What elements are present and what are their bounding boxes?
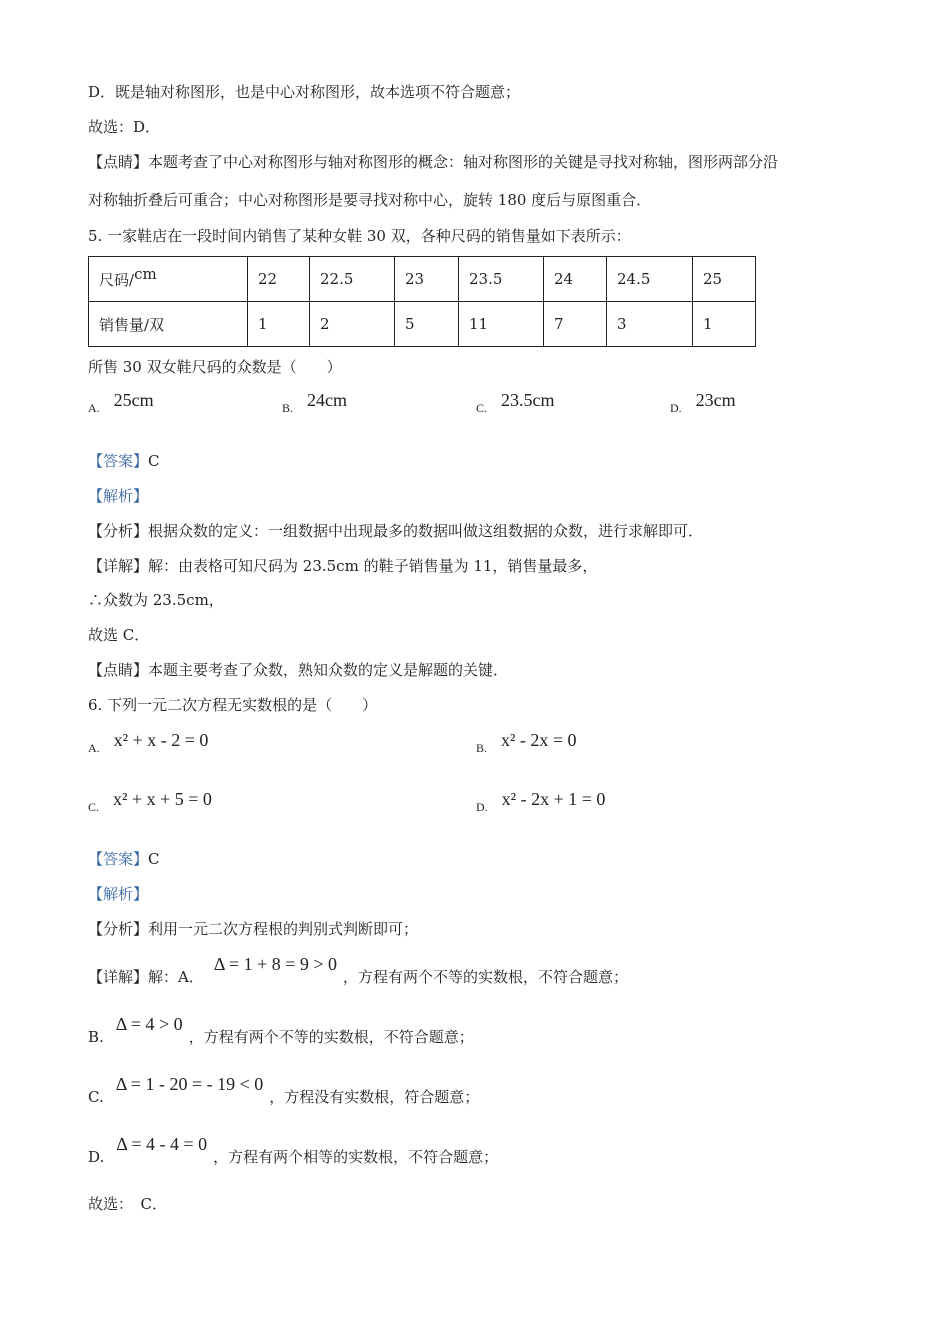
table-cell: 23.5 <box>459 257 544 302</box>
q6-option-b: $_{B.}$ x² - 2x = 0 <box>476 730 577 755</box>
q6-detail-d: D.Δ = 4 - 4 = 0，方程有两个相等的实数根，不符合题意； <box>88 1134 499 1166</box>
prev-comment-line2: 对称轴折叠后可重合；中心对称图形是要寻找对称中心，旋转 180 度后与原图重合． <box>88 191 652 209</box>
table-row <box>89 257 756 302</box>
table-cell: 25 <box>693 257 756 302</box>
q6-detail-a: 【详解】解：A．Δ = 1 + 8 = 9 > 0，方程有两个不等的实数根，不符合题意； <box>88 954 629 986</box>
q6-detail-c: C.Δ = 1 - 20 = - 19 < 0，方程没有实数根，符合题意； <box>88 1074 480 1106</box>
prev-comment-line1: 【点睛】本题考查了中心对称图形与轴对称图形的概念：轴对称图形的关键是寻找对称轴，图形两部分沿 <box>88 153 779 171</box>
table-cell: 2 <box>310 302 395 347</box>
q5-option-c: $_{C.}$ 23.5cm <box>476 390 555 415</box>
q5-detail: 【详解】解：由表格可知尺码为 23.5cm 的鞋子销售量为 11，销售量最多， <box>88 557 598 575</box>
q6-answer: 【答案】C <box>88 850 160 868</box>
table-cell: 24.5 <box>607 257 693 302</box>
table-cell: 3 <box>607 302 693 347</box>
answer-tag: 【答案】 <box>88 850 149 868</box>
delta-equation: Δ = 1 - 20 = - 19 < 0 <box>115 1074 264 1094</box>
table-cell: 1 <box>693 302 756 347</box>
prev-option-d-text: D．既是轴对称图形，也是中心对称图形，故本选项不符合题意； <box>88 83 521 101</box>
q5-answer: 【答案】C <box>88 452 160 470</box>
q5-stem: 5. 一家鞋店在一段时间内销售了某种女鞋 30 双，各种尺码的销售量如下表所示： <box>88 227 631 245</box>
delta-equation: Δ = 1 + 8 = 9 > 0 <box>213 954 338 974</box>
q5-option-b: $_{B.}$ 24cm <box>282 390 348 415</box>
q5-question: 所售 30 双女鞋尺码的众数是（ ） <box>88 358 342 376</box>
q6-option-c: $_{C.}$ x² + x + 5 = 0 <box>88 789 212 814</box>
q5-choice: 故选 C． <box>88 626 150 644</box>
prev-choice: 故选：D． <box>88 118 161 136</box>
q6-choice: 故选： C． <box>88 1195 167 1213</box>
delta-equation: Δ = 4 > 0 <box>115 1014 183 1034</box>
q5-therefore: ∴众数为 23.5cm， <box>88 591 224 609</box>
q5-fenxi: 【分析】根据众数的定义：一组数据中出现最多的数据叫做这组数据的众数，进行求解即可． <box>88 522 704 540</box>
q6-option-d: $_{D.}$ x² - 2x + 1 = 0 <box>476 789 606 814</box>
table-cell: 1 <box>248 302 310 347</box>
answer-tag: 【答案】 <box>88 452 149 470</box>
q5-option-d: $_{D.}$ 23cm <box>670 390 736 415</box>
q6-fenxi: 【分析】利用一元二次方程根的判别式判断即可； <box>88 920 419 938</box>
table-cell: 23 <box>395 257 459 302</box>
table-header-size: 尺码/cm <box>89 257 248 302</box>
table-row <box>89 302 756 347</box>
q5-size-sales-table <box>88 256 756 347</box>
q5-option-a: $_{A.}$ 25cm <box>88 390 154 415</box>
q6-option-a: $_{A.}$ x² + x - 2 = 0 <box>88 730 209 755</box>
table-cell: 22 <box>248 257 310 302</box>
q5-dianjing: 【点睛】本题主要考查了众数，熟知众数的定义是解题的关键． <box>88 661 509 679</box>
q6-stem: 6. 下列一元二次方程无实数根的是（ ） <box>88 696 378 714</box>
table-cell: 22.5 <box>310 257 395 302</box>
table-cell: 24 <box>544 257 607 302</box>
table-cell: 5 <box>395 302 459 347</box>
table-header-sales: 销售量/双 <box>89 302 248 347</box>
table-cell: 7 <box>544 302 607 347</box>
q6-analysis-tag: 【解析】 <box>88 885 149 903</box>
q6-detail-b: B.Δ = 4 > 0，方程有两个不等的实数根，不符合题意； <box>88 1014 474 1046</box>
q5-analysis-tag: 【解析】 <box>88 487 149 505</box>
table-cell: 11 <box>459 302 544 347</box>
comment-tag: 【点睛】 <box>88 153 149 171</box>
delta-equation: Δ = 4 - 4 = 0 <box>116 1134 208 1154</box>
